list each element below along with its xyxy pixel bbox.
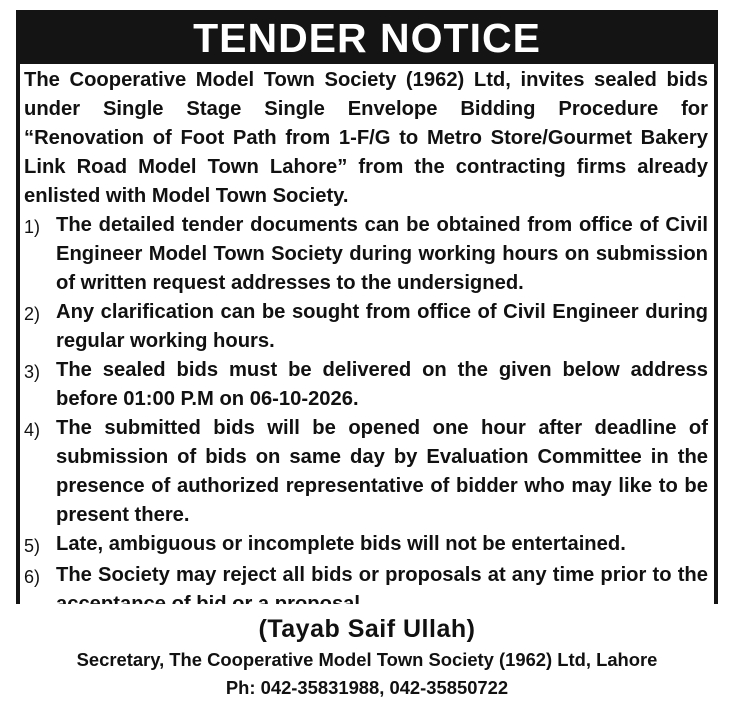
notice-point xyxy=(24,530,708,561)
contact-phone: Ph: 042-35831988, 042-35850722 xyxy=(225,677,509,698)
notice-point xyxy=(24,211,708,298)
point-number: 6) xyxy=(24,567,41,587)
point-number: 5) xyxy=(24,536,41,556)
point-text: Any clarification can be sought from office of Civil Engineer during regular working hours. xyxy=(56,301,708,352)
point-text: The detailed tender documents can be obtained from office of Civil Engineer Model Town Society during working hours on submission of written request addresses to the undersigned. xyxy=(56,214,708,294)
tender-notice xyxy=(16,10,718,699)
notice-point xyxy=(24,298,708,356)
notice-footer xyxy=(16,604,718,699)
signatory-designation: Secretary, The Cooperative Model Town Society (1962) Ltd, Lahore xyxy=(76,649,658,670)
notice-intro: The Cooperative Model Town Society (1962) Ltd, invites sealed bids under Single Stage Single Envelope Bidding Procedure for “Renovation of Foot Path from 1-F/G to Metro Store/Gourmet Bakery Link Road Model Town Lahore” from the contracting firms already enlisted with Model Town Society. xyxy=(24,69,708,207)
signatory-name: (Tayab Saif Ullah) xyxy=(258,615,476,643)
notice-point xyxy=(24,414,708,530)
point-number: 3) xyxy=(24,362,41,382)
point-text: The submitted bids will be opened one hour after deadline of submission of bids on same day by Evaluation Committee in the presence of authorized representative of bidder who may like to be present there. xyxy=(56,417,708,526)
notice-points xyxy=(24,211,708,619)
point-text: Late, ambiguous or incomplete bids will not be entertained. xyxy=(56,533,626,555)
notice-body xyxy=(20,64,714,604)
notice-title: TENDER NOTICE xyxy=(193,15,541,61)
point-text: The Society may reject all bids or proposals at any time prior to the xyxy=(56,564,708,586)
point-number: 4) xyxy=(24,420,41,440)
point-number: 2) xyxy=(24,304,41,324)
notice-point xyxy=(24,356,708,414)
point-text: The sealed bids must be delivered on the given below address before 01:00 P.M on 06-10-2026. xyxy=(56,359,708,410)
point-number: 1) xyxy=(24,217,41,237)
